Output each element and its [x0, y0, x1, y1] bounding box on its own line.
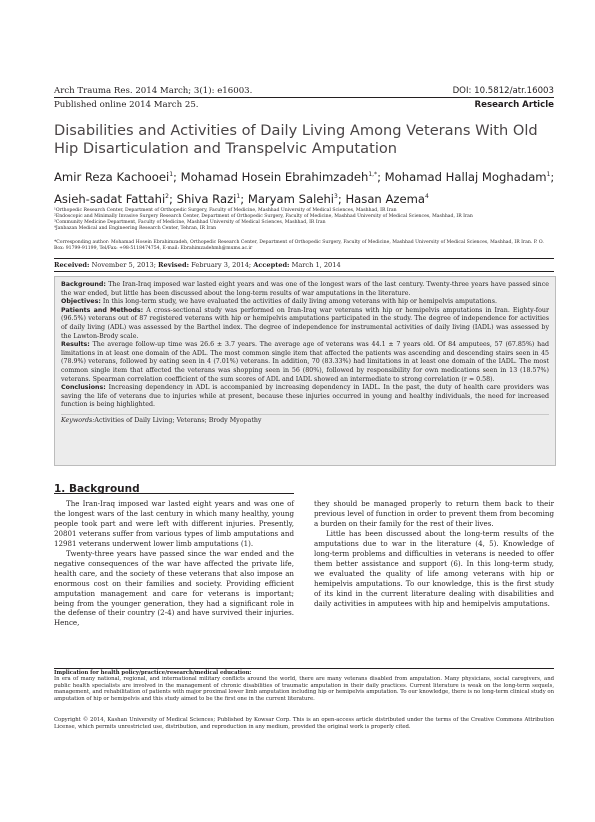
accepted-label: Accepted:: [253, 261, 290, 269]
copyright-notice: Copyright © 2014, Kashan University of Medical Sciences; Published by Kowsar Corp. This is an open-access article distributed under the terms of the Creative Commons Attribution License, which permits unrestricted use, distribution, and reproduction in any medium, provided the original work is properly cited.: [54, 717, 554, 730]
paragraph: The Iran-Iraq imposed war lasted eight years and was one of the longest wars of the last century in which many healthy, young people took part and were left with different injuries. Presently, 20801 veterans suffer from various types of limb amputations and 12981 veterans underwent lower limb amputations (1).: [54, 499, 294, 548]
background-label: Background:: [61, 281, 106, 288]
affiliation-item: ¹Orthopedic Research Center, Department of Orthopedic Surgery, Faculty of Medicine, Mashhad University of Medical Sciences, Mashhad, IR Iran: [54, 208, 397, 213]
author-sup: 1: [546, 171, 551, 178]
author-sup: 2: [165, 192, 169, 200]
author-name: Shiva Razi: [176, 191, 237, 206]
abstract-conclusions: [61, 384, 549, 410]
section-heading: 1. Background: [54, 483, 140, 495]
revised-date: February 3, 2014;: [189, 261, 254, 269]
author-sep: ;: [377, 169, 385, 184]
header-rule: [54, 97, 554, 98]
author-name: Hasan Azema: [345, 191, 426, 206]
conclusions-text: Increasing dependency in ADL is accompanied by increasing dependency in IADL. In the past, the duty of health care providers was saving the life of veterans due to injuries while at present, because these injuries occurred in young and healthy individuals, the need for increased function is being highlighted.: [61, 384, 549, 409]
published-date: Published online 2014 March 25.: [54, 100, 199, 110]
affiliation-item: ³Community Medicine Department, Faculty of Medicine, Mashhad University of Medical Sciences, Mashhad, IR Iran: [54, 219, 326, 225]
author-name: Maryam Salehi: [247, 191, 335, 206]
section-rule: [54, 493, 294, 494]
paragraph: they should be managed properly to return them back to their previous level of function in order to prevent them from becoming a burden on their family for the rest of their lives.: [314, 499, 554, 528]
author-name: Mohamad Hallaj Moghadam: [384, 169, 547, 184]
implication-heading: Implication for health policy/practice/research/medical education:: [54, 670, 252, 676]
author-sup: 3: [334, 192, 338, 200]
abstract-methods: [61, 307, 549, 341]
author-sep: ;: [337, 191, 346, 206]
methods-label: Patients and Methods:: [61, 306, 144, 314]
publication-line: [54, 100, 554, 110]
results-text: The average follow-up time was 26.6 ± 3.7 years. The average age of veterans was 44.1 ± 7 years old. Of 84 amputees, 57 (67.85%) had limitations in at least one domain of the ADL. The most common single item that affected the patients was ascending and descending stairs seen in 45 (78.9%) veterans, followed by eating seen in 4 (7.01%) veterans. In addition, 70 (83.33%) had limitations in at least one domain of the IADL. The most common single item that affected the veterans was shopping seen in 56 (80%), followed by responsibility for own medications seen in 13 (18.57%) veterans. Spearman correlation coefficient of the sum scores of ADL and IADL showed an intermediate to strong correlation (r = 0.58).: [61, 341, 549, 383]
revised-label: Revised:: [158, 261, 190, 269]
results-label: Results:: [61, 341, 90, 349]
author-sup: 1,*: [368, 171, 378, 178]
accepted-date: March 1, 2014: [289, 261, 341, 269]
implication-box: [54, 670, 554, 702]
objectives-text: In this long-term study, we have evaluated the activities of daily living among veterans with hip or hemipelvis amputations.: [100, 298, 497, 306]
conclusions-label: Conclusions:: [61, 384, 106, 392]
running-header: [54, 86, 554, 96]
abstract-box: [54, 276, 556, 466]
journal-citation: Arch Trauma Res. 2014 March; 3(1): e16003.: [54, 86, 253, 96]
author-sep: ;: [173, 169, 181, 184]
author-sup: 1: [236, 192, 241, 200]
author-name: Mohamad Hosein Ebrahimzadeh: [180, 169, 369, 184]
received-date: November 5, 2013;: [89, 261, 159, 269]
right-column: [314, 499, 554, 608]
abstract-background: [61, 281, 549, 298]
dates-bottom-rule: [54, 271, 554, 272]
author-sup: 4: [425, 192, 429, 200]
affiliations: [54, 208, 559, 232]
author-list: [54, 165, 564, 209]
abstract-objectives: [61, 298, 549, 307]
keywords-label: Keywords:: [61, 416, 95, 424]
author-name: Asieh-sadat Fattahi: [54, 191, 166, 206]
article-title: Disabilities and Activities of Daily Living Among Veterans With Old Hip Disarticulation and Transpelvic Amputation: [54, 122, 538, 157]
article-type: Research Article: [474, 100, 554, 110]
left-column: [54, 499, 294, 628]
abstract-results: [61, 341, 549, 384]
affiliation-item: ²Endoscopic and Minimally Invasive Surgery Research Center, Department of Orthopedic Surgery, Faculty of Medicine, Mashhad University of Medical Sciences, Mashhad, IR Iran: [54, 213, 473, 219]
abstract-keywords: [61, 414, 549, 426]
objectives-label: Objectives:: [61, 298, 101, 306]
author-sep: ;: [550, 169, 555, 184]
keywords-text: Activities of Daily Living; Veterans; Brody Myopathy: [94, 416, 262, 424]
methods-text: A cross-sectional study was performed on Iran-Iraq war veterans with hip or hemipelvis amputations in Iran. Eighty-four (96.5%) veterans out of 87 registered veterans with hip or hemipelvis amputations participated in the study. The degree of independence for activities of daily living (ADL) was assessed by the Barthel index. The degree of independence for instrumental activities of daily living (IADL) was assessed by the Lawton-Brody scale.: [61, 306, 549, 340]
doi-link[interactable]: DOI: 10.5812/atr.16003: [452, 86, 554, 96]
dates-top-rule: [54, 258, 554, 259]
author-name: Amir Reza Kachooei: [54, 169, 170, 184]
implication-rule: [54, 668, 554, 669]
background-text: The Iran-Iraq imposed war lasted eight years and was one of the longest wars of the last century. Twenty-three years have passed since the war ended, but little has been discussed about the long-term results of war amputations in the literature.: [61, 281, 549, 297]
implication-text: In era of many national, regional, and international military conflicts around the world, there are many veterans disabled from amputation. Many physicians, social caregivers, and public health specialists are involved in the management of chronic disabilities of traumatic amputation in their daily practices. Current literature is weak on the long-term sequels, management, and rehabilitation of patients with major proximal lower limb amputation including hip or hemipelvis amputation. To our knowledge, there is no long-term clinical study on amputation of hip or hemipelvis and this study aimed to be the first one in the current literature.: [54, 676, 554, 702]
received-label: Received:: [54, 261, 90, 269]
author-sep: ;: [169, 191, 177, 206]
author-sep: ;: [240, 191, 248, 206]
paragraph: Little has been discussed about the long-term results of the amputations due to war in the literature (4, 5). Knowledge of long-term problems and difficulties in veterans is needed to offer them better assistance and support (6). In this long-term study, we evaluated the quality of life among veterans with hip or hemipelvis amputations. To our knowledge, this is the first study of its kind in the current literature dealing with disabilities and daily activities in amputees with hip and hemipelvis amputations.: [314, 528, 554, 608]
paragraph: Twenty-three years have passed since the war ended and the negative consequences of the war have affected the private life, health care, and the society of these veterans that also impose an enormous cost on their families and society. Providing efficient amputation management and care for veterans is important; being from the younger generation, they had a significant role in the defense of their country (2-4) and have survived their injuries. Hence,: [54, 548, 294, 628]
author-sup: 1: [169, 171, 174, 178]
article-dates: [54, 261, 554, 269]
corresponding-author: *Corresponding author: Mohamad Hosein Ebrahimzadeh, Orthopedic Research Center, Department of Orthopedic Surgery, Faculty of Medicine, Mashhad University of Medical Sciences, Mashhad, IR Iran. P. O. Box: 91799-91199, Tel/Fax: +98-5118474754, E-mail: Ebrahimzadehmh@mums.ac.ir: [54, 240, 544, 251]
affiliation-item: ⁴Janbazan Medical and Engineering Research Center, Tehran, IR Iran: [54, 225, 217, 231]
